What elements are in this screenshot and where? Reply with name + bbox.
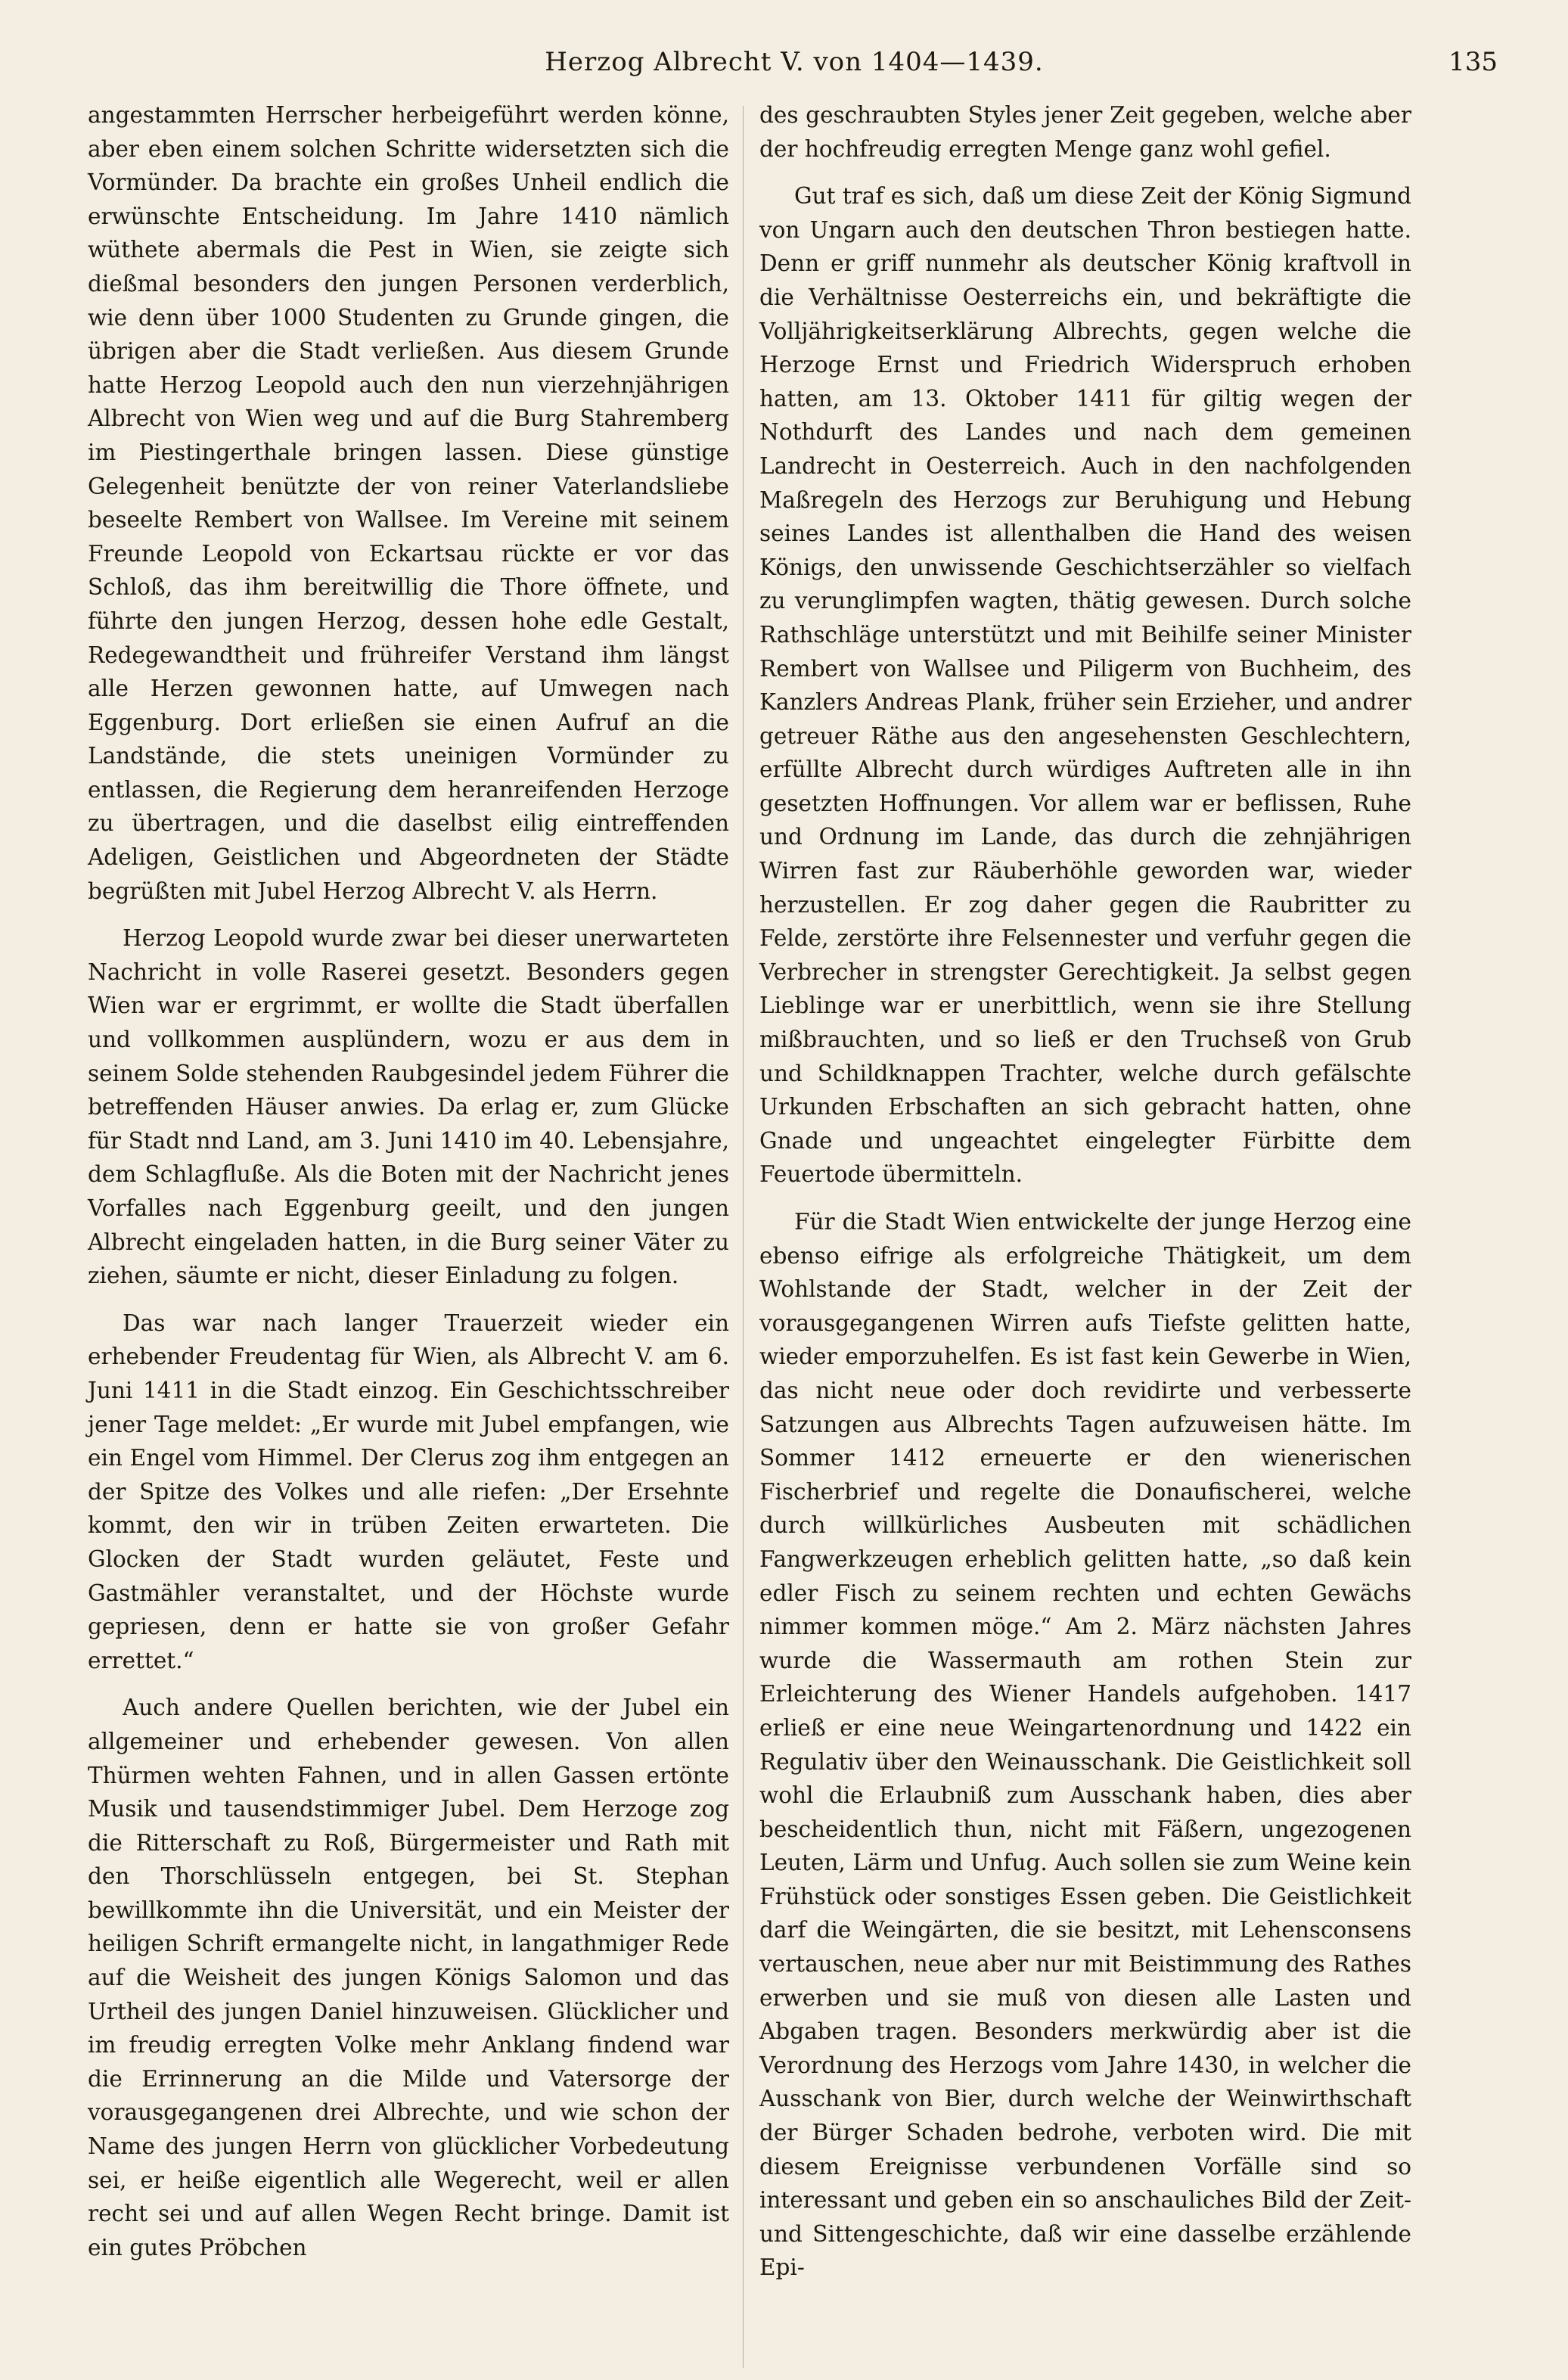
page-header xyxy=(91,47,1498,85)
running-title: Herzog Albrecht V. von 1404—1439. xyxy=(545,47,1044,77)
paragraph: Gut traf es sich, daß um diese Zeit der König Sigmund von Ungarn auch den deutschen Thron bestiegen hatte. Denn er griff nunmehr als deutscher König kraftvoll in die Verhältnisse Oesterreichs ein, und bekräftigte die Volljährigkeitserklärung Albrechts, gegen welche die Herzoge Ernst und Friedrich Widerspruch erhoben hatten, am 13. Oktober 1411 für giltig wegen der Nothdurft des Landes und nach dem gemeinen Landrecht in Oesterreich. Auch in den nachfolgenden Maßregeln des Herzogs zur Beruhigung und Hebung seines Landes ist allenthalben die Hand des weisen Königs, den unwissende Geschichtserzähler so vielfach zu verunglimpfen wagten, thätig gewesen. Durch solche Rathschläge unterstützt und mit Beihilfe seiner Minister Rembert von Wallsee und Piligerm von Buchheim, des Kanzlers Andreas Plank, früher sein Erzieher, und andrer getreuer Räthe aus den angesehensten Geschlechtern, erfüllte Albrecht durch würdiges Auftreten alle in ihn gesetzten Hoffnungen. Vor allem war er beflissen, Ruhe und Ordnung im Lande, das durch die zehnjährigen Wirren fast zur Räuberhöhle geworden war, wieder herzustellen. Er zog daher gegen die Raubritter zu Felde, zerstörte ihre Felsennester und verfuhr gegen die Verbrecher in strengster Gerechtigkeit. Ja selbst gegen Lieblinge war er unerbittlich, wenn sie ihre Stellung mißbrauchten, und so ließ er den Truchseß von Grub und Schildknappen Trachter, welche durch gefälschte Urkunden Erbschaften an sich gebracht hatten, ohne Gnade und ungeachtet eingelegter Fürbitte dem Feuertode übermitteln. xyxy=(759,183,1411,1188)
paragraph: angestammten Herrscher herbeigeführt werden könne, aber eben einem solchen Schritte widersetzten sich die Vormünder. Da brachte ein großes Unheil endlich die erwünschte Entscheidung. Im Jahre 1410 nämlich wüthete abermals die Pest in Wien, sie zeigte sich dießmal besonders den jungen Personen verderblich, wie denn über 1000 Studenten zu Grunde gingen, die übrigen aber die Stadt verließen. Aus diesem Grunde hatte Herzog Leopold auch den nun vierzehnjährigen Albrecht von Wien weg und auf die Burg Stahremberg im Piestingerthale bringen lassen. Diese günstige Gelegenheit benützte der von reiner Vaterlandsliebe beseelte Rembert von Wallsee. Im Vereine mit seinem Freunde Leopold von Eckartsau rückte er vor das Schloß, das ihm bereitwillig die Thore öffnete, und führte den jungen Herzog, dessen hohe edle Gestalt, Redegewandtheit und frühreifer Verstand ihm längst alle Herzen gewonnen hatte, auf Umwegen nach Eggenburg. Dort erließen sie einen Aufruf an die Landstände, die stets uneinigen Vormünder zu entlassen, die Regierung dem heranreifenden Herzoge zu übertragen, und die daselbst eilig eintreffenden Adeligen, Geistlichen und Abgeordneten der Städte begrüßten mit Jubel Herzog Albrecht V. als Herrn. xyxy=(88,102,729,904)
right-column xyxy=(759,98,1411,2285)
paragraph: Herzog Leopold wurde zwar bei dieser unerwarteten Nachricht in volle Raserei gesetzt. Besonders gegen Wien war er ergrimmt, er wollte die Stadt überfallen und vollkommen ausplündern, wozu er aus dem in seinem Solde stehenden Raubgesindel jedem Führer die betreffenden Häuser anwies. Da erlag er, zum Glücke für Stadt nnd Land, am 3. Juni 1410 im 40. Lebensjahre, dem Schlagfluße. Als die Boten mit der Nachricht jenes Vorfalles nach Eggenburg geeilt, und den jungen Albrecht eingeladen hatten, in die Burg seiner Väter zu ziehen, säumte er nicht, dieser Einladung zu folgen. xyxy=(88,925,729,1289)
left-column xyxy=(88,98,729,2264)
page-number: 135 xyxy=(1448,47,1498,77)
paragraph: Auch andere Quellen berichten, wie der Jubel ein allgemeiner und erhebender gewesen. Von allen Thürmen wehten Fahnen, und in allen Gassen ertönte Musik und tausendstimmiger Jubel. Dem Herzoge zog die Ritterschaft zu Roß, Bürgermeister und Rath mit den Thorschlüsseln entgegen, bei St. Stephan bewillkommte ihn die Universität, und ein Meister der heiligen Schrift ermangelte nicht, in langathmiger Rede auf die Weisheit des jungen Königs Salomon und das Urtheil des jungen Daniel hinzuweisen. Glücklicher und im freudig erregten Volke mehr Anklang findend war die Errinnerung an die Milde und Vatersorge der vorausgegangenen drei Albrechte, und wie schon der Name des jungen Herrn von glücklicher Vorbedeutung sei, er heiße eigentlich alle Wegerecht, weil er allen recht sei und auf allen Wegen Recht bringe. Damit ist ein gutes Pröbchen xyxy=(88,1695,729,2260)
paragraph: Für die Stadt Wien entwickelte der junge Herzog eine ebenso eifrige als erfolgreiche Thätigkeit, um dem Wohlstande der Stadt, welcher in der Zeit der vorausgegangenen Wirren aufs Tiefste gelitten hatte, wieder emporzuhelfen. Es ist fast kein Gewerbe in Wien, das nicht neue oder doch revidirte und verbesserte Satzungen aus Albrechts Tagen aufzuweisen hätte. Im Sommer 1412 erneuerte er den wienerischen Fischerbrief und regelte die Donaufischerei, welche durch willkürliches Ausbeuten mit schädlichen Fangwerkzeugen erheblich gelitten hatte, „so daß kein edler Fisch zu seinem rechten und echten Gewächs nimmer kommen möge.“ Am 2. März nächsten Jahres wurde die Wassermauth am rothen Stein zur Erleichterung des Wiener Handels aufgehoben. 1417 erließ er eine neue Weingartenordnung und 1422 ein Regulativ über den Weinausschank. Die Geistlichkeit soll wohl die Erlaubniß zum Ausschank haben, dies aber bescheidentlich thun, nicht mit Fäßern, ungezogenen Leuten, Lärm und Unfug. Auch sollen sie zum Weine kein Frühstück oder sonstiges Essen geben. Die Geistlichkeit darf die Weingärten, die sie besitzt, mit Lehensconsens vertauschen, neue aber nur mit Beistimmung des Rathes erwerben und sie muß von diesen alle Lasten und Abgaben tragen. Besonders merkwürdig aber ist die Verordnung des Herzogs vom Jahre 1430, in welcher die Ausschank von Bier, durch welche der Weinwirthschaft der Bürger Schaden bedrohe, verboten wird. Die mit diesem Ereignisse verbundenen Vorfälle sind so interessant und geben ein so anschauliches Bild der Zeit- und Sittengeschichte, daß wir eine dasselbe erzählende Epi- xyxy=(759,1209,1411,2281)
paragraph: Das war nach langer Trauerzeit wieder ein erhebender Freudentag für Wien, als Albrecht V. am 6. Juni 1411 in die Stadt einzog. Ein Geschichtsschreiber jener Tage meldet: „Er wurde mit Jubel empfangen, wie ein Engel vom Himmel. Der Clerus zog ihm entgegen an der Spitze des Volkes und alle riefen: „Der Ersehnte kommt, den wir in trüben Zeiten erwarteten. Die Glocken der Stadt wurden geläutet, Feste und Gastmähler veranstaltet, und der Höchste wurde gepriesen, denn er hatte sie von großer Gefahr errettet.“ xyxy=(88,1310,729,1673)
column-divider xyxy=(743,106,744,2368)
paragraph: des geschraubten Styles jener Zeit gegeben, welche aber der hochfreudig erregten Menge ganz wohl gefiel. xyxy=(759,102,1411,162)
